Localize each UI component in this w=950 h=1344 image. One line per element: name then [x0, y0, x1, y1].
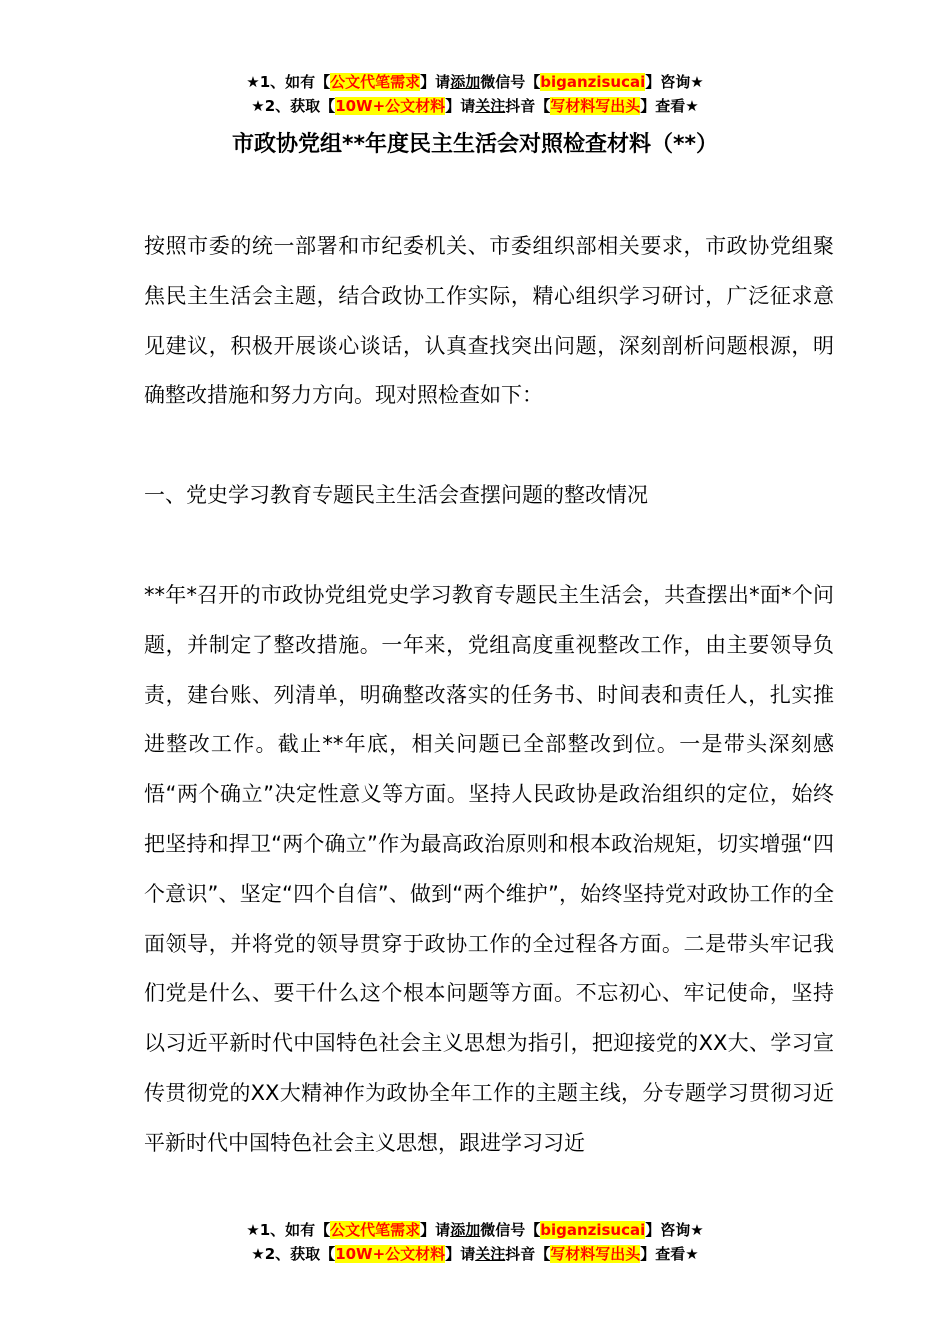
- promo-highlight: 写材料写出头: [550, 1245, 641, 1263]
- promo-text: 】请: [420, 73, 451, 91]
- promo-highlight: 写材料写出头: [550, 97, 641, 115]
- promo-text: 抖音【: [505, 97, 551, 115]
- promo-text: 】查看★: [640, 1245, 699, 1263]
- promo-highlight: 10W+公文材料: [335, 97, 446, 115]
- intro-paragraph: 按照市委的统一部署和市纪委机关、市委组织部相关要求，市政协党组聚焦民主生活会主题，结合政协工作实际，精心组织学习研讨，广泛征求意见建议，积极开展谈心谈话，认真查找突出问题，深刻剖析问题根源，明确整改措施和努力方向。现对照检查如下：: [144, 234, 834, 408]
- promo-text: ★1、如有【: [246, 73, 331, 91]
- paragraph-spacer: [144, 421, 834, 471]
- section-heading: 一、党史学习教育专题民主生活会查摆问题的整改情况: [144, 483, 648, 508]
- promo-highlight: 公文代笔需求: [330, 1221, 421, 1239]
- promo-underline-text: 添加: [450, 1221, 481, 1239]
- promo-underline-text: 关注: [475, 1245, 506, 1263]
- promo-highlight: biganzisucai: [540, 1221, 646, 1239]
- promo-underline-text: 关注: [475, 97, 506, 115]
- promo-text: 】咨询★: [645, 1221, 704, 1239]
- promo-highlight: 公文代笔需求: [330, 73, 421, 91]
- promo-text: 】请: [445, 1245, 476, 1263]
- promo-line-1: [0, 1218, 950, 1242]
- promo-banner-bottom: [0, 1218, 950, 1266]
- promo-text: 】请: [420, 1221, 451, 1239]
- promo-text: ★2、获取【: [251, 1245, 336, 1263]
- promo-text: 抖音【: [505, 1245, 551, 1263]
- promo-underline-text: 添加: [450, 73, 481, 91]
- document-title: 市政协党组**年度民主生活会对照检查材料（**）: [231, 132, 719, 157]
- promo-text: 微信号【: [480, 1221, 541, 1239]
- promo-text: ★2、获取【: [251, 97, 336, 115]
- promo-line-2: [0, 1242, 950, 1266]
- section-body-paragraph: **年*召开的市政协党组党史学习教育专题民主生活会，共查摆出*面*个问题，并制定了整改措施。一年来，党组高度重视整改工作，由主要领导负责，建台账、列清单，明确整改落实的任务书、时间表和责任人，扎实推进整改工作。截止**年底，相关问题已全部整改到位。一是带头深刻感悟“两个确立”决定性意义等方面。坚持人民政协是政治组织的定位，始终把坚持和捍卫“两个确立”作为最高政治原则和根本政治规矩，切实增强“四个意识”、坚定“四个自信”、做到“两个维护”，始终坚持党对政协工作的全面领导，并将党的领导贯穿于政协工作的全过程各方面。二是带头牢记我们党是什么、要干什么这个根本问题等方面。不忘初心、牢记使命，坚持以习近平新时代中国特色社会主义思想为指引，把迎接党的XX大、学习宣传贯彻党的XX大精神作为政协全年工作的主题主线，分专题学习贯彻习近平新时代中国特色社会主义思想，跟进学习习近: [144, 582, 834, 1155]
- promo-line-2: [0, 94, 950, 118]
- promo-highlight: biganzisucai: [540, 73, 646, 91]
- promo-banner-top: [0, 70, 950, 118]
- promo-line-1: [0, 70, 950, 94]
- promo-text: 】查看★: [640, 97, 699, 115]
- paragraph-spacer: [144, 521, 834, 571]
- promo-text: 微信号【: [480, 73, 541, 91]
- promo-highlight: 10W+公文材料: [335, 1245, 446, 1263]
- promo-text: 】请: [445, 97, 476, 115]
- promo-text: ★1、如有【: [246, 1221, 331, 1239]
- promo-text: 】咨询★: [645, 73, 704, 91]
- document-body: [144, 222, 834, 1169]
